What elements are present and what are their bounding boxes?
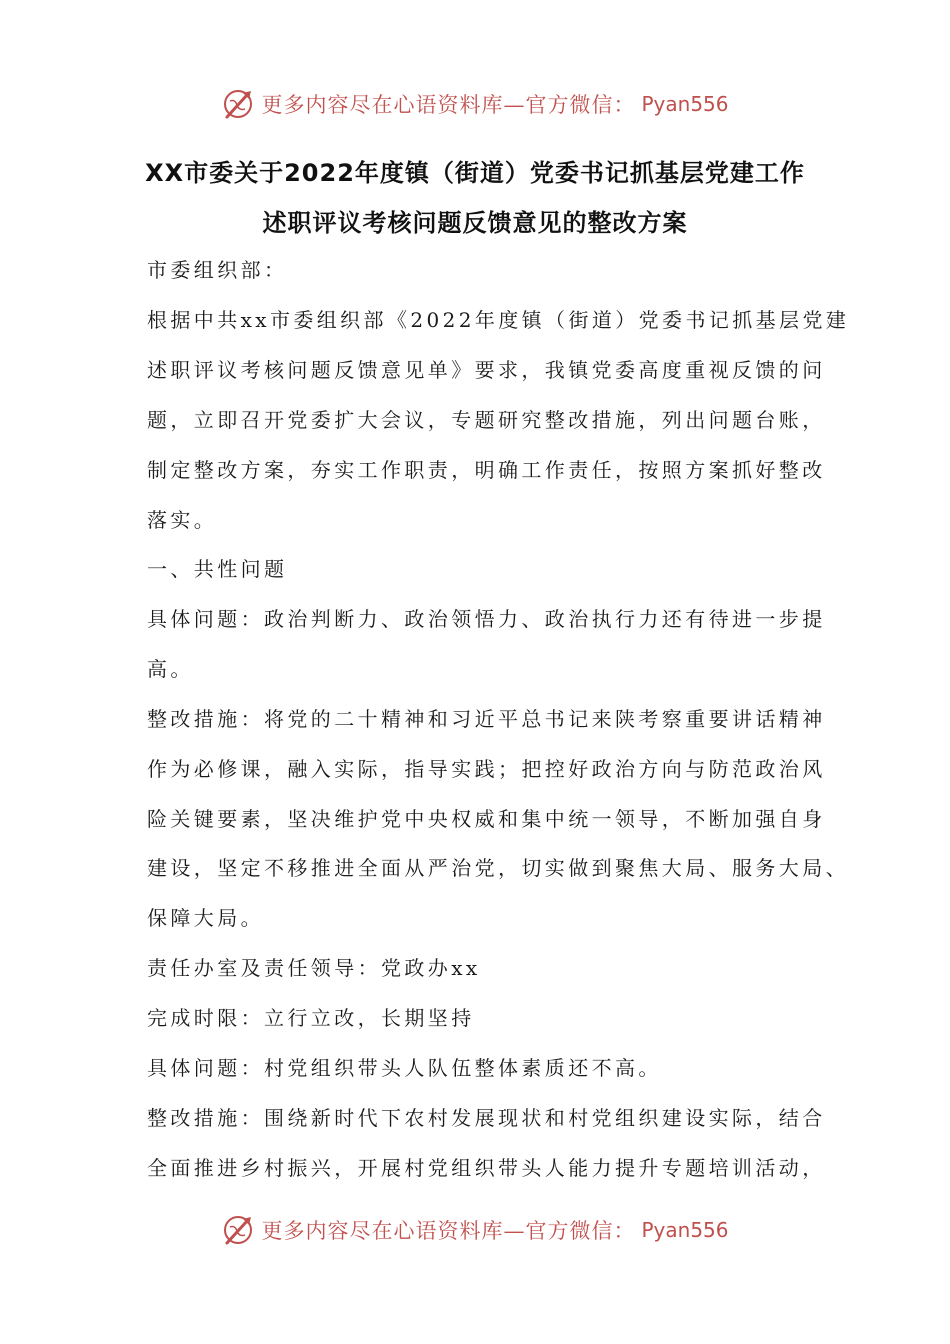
body-line: 制定整改方案，夯实工作职责，明确工作责任，按照方案抓好整改	[147, 458, 826, 482]
watermark-text: 更多内容尽在心语资料库—官方微信：	[261, 93, 636, 117]
body-line: 全面推进乡村振兴，开展村党组织带头人能力提升专题培训活动，	[147, 1156, 826, 1180]
doc-title-line-1: XX市委关于2022年度镇（街道）党委书记抓基层党建工作	[145, 159, 805, 187]
watermark-id: Pyan556	[641, 92, 729, 116]
watermark-id: Pyan556	[641, 1218, 729, 1242]
body-line: 建设，坚定不移推进全面从严治党，切实做到聚焦大局、服务大局、	[147, 856, 849, 880]
body-line: 市委组织部：	[147, 258, 288, 282]
body-line: 高。	[147, 657, 194, 681]
watermark-banner-top	[0, 82, 950, 126]
body-line: 险关键要素，坚决维护党中央权威和集中统一领导，不断加强自身	[147, 807, 826, 831]
body-line: 整改措施：围绕新时代下农村发展现状和村党组织建设实际，结合	[147, 1106, 826, 1130]
body-line: 保障大局。	[147, 906, 264, 930]
body-line: 题，立即召开党委扩大会议，专题研究整改措施，列出问题台账，	[147, 408, 826, 432]
body-line: 整改措施：将党的二十精神和习近平总书记来陕考察重要讲话精神	[147, 707, 826, 731]
watermark-text: 更多内容尽在心语资料库—官方微信：	[261, 1219, 636, 1243]
doc-title-line-2: 述职评议考核问题反馈意见的整改方案	[262, 209, 688, 237]
body-line: 具体问题：政治判断力、政治领悟力、政治执行力还有待进一步提	[147, 607, 826, 631]
body-line: 落实。	[147, 508, 218, 532]
body-line: 根据中共xx市委组织部《2022年度镇（街道）党委书记抓基层党建	[147, 308, 850, 332]
section-heading: 一、共性问题	[147, 557, 288, 581]
body-line: 具体问题：村党组织带头人队伍整体素质还不高。	[147, 1056, 662, 1080]
body-line: 完成时限：立行立改，长期坚持	[147, 1006, 475, 1030]
body-line: 述职评议考核问题反馈意见单》要求，我镇党委高度重视反馈的问	[147, 358, 826, 382]
watermark-banner-bottom	[0, 1208, 950, 1252]
pen-logo-icon	[221, 1213, 255, 1247]
body-line: 作为必修课，融入实际，指导实践；把控好政治方向与防范政治风	[147, 757, 826, 781]
pen-logo-icon	[221, 87, 255, 121]
body-line: 责任办室及责任领导：党政办xx	[147, 956, 481, 980]
